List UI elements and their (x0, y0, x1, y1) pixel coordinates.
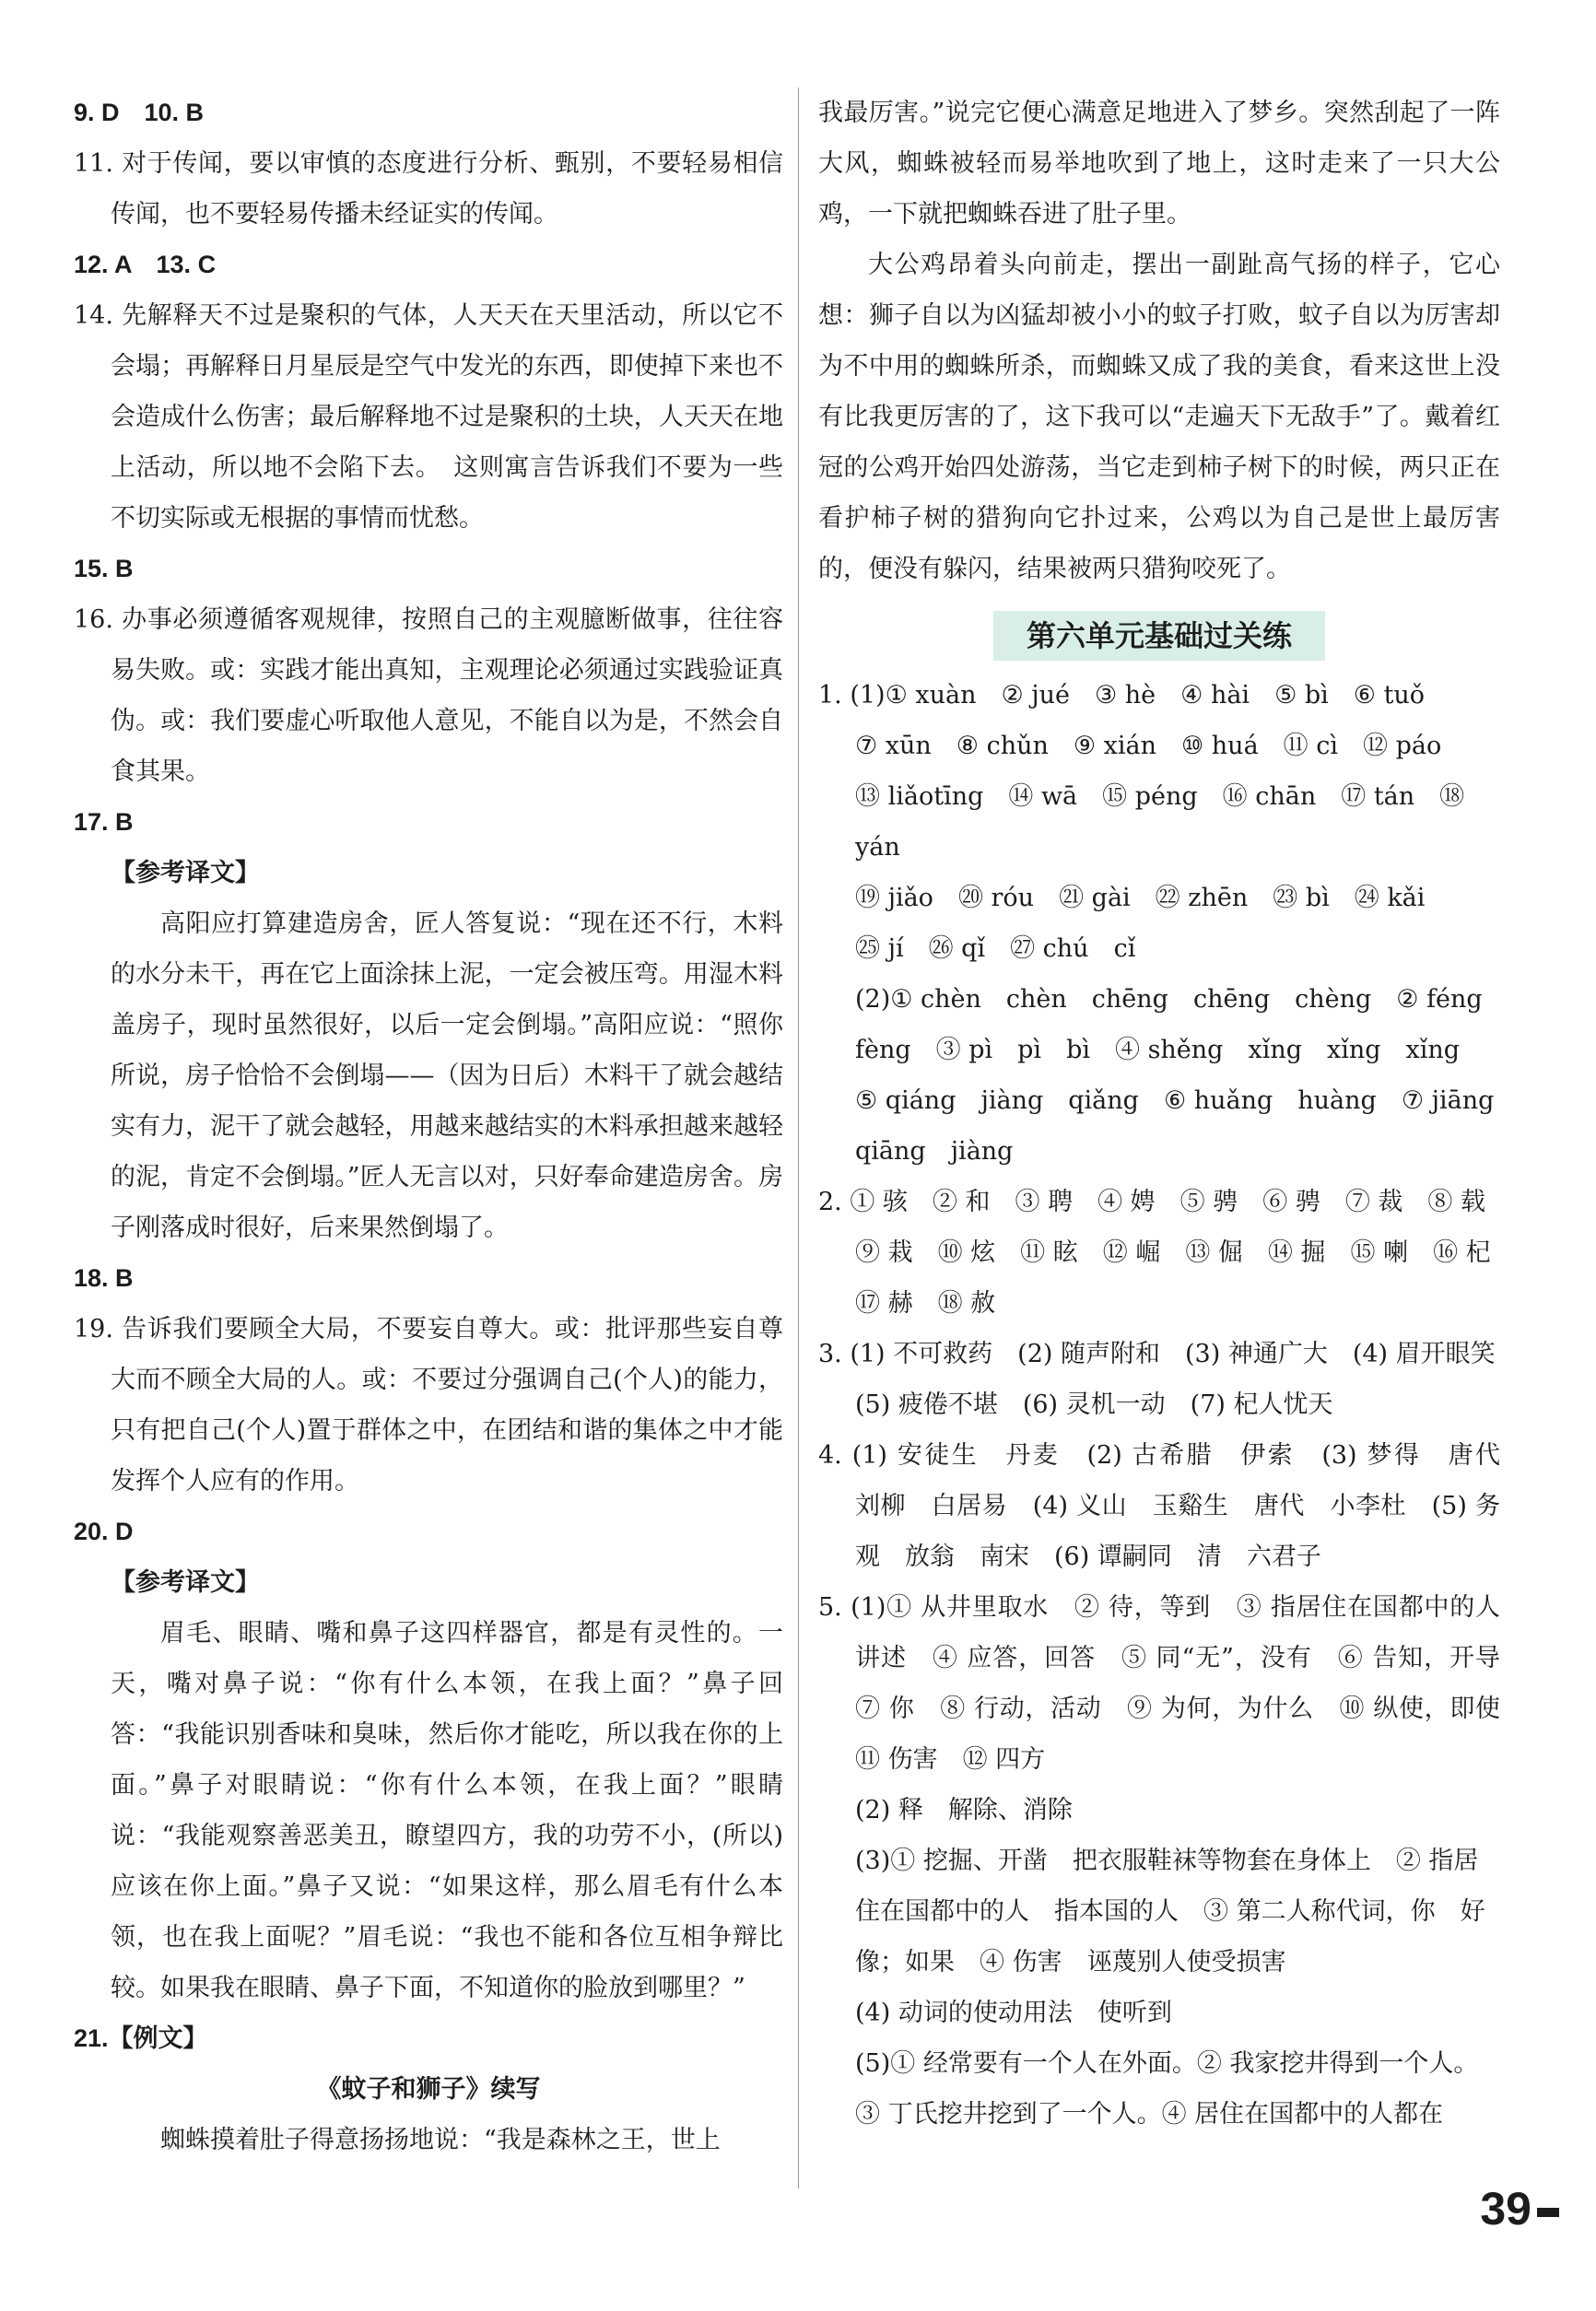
answer-14: 14. 先解释天不过是聚积的气体，人天天在天里活动，所以它不会塌；再解释日月星辰是空气中发光的东西，即使掉下来也不会造成什么伤害；最后解释地不过是聚积的土块，人天天在地上活动，所以地不会陷下去。 这则寓言告诉我们不要为一些不切实际或无根据的事情而忧愁。 (74, 301, 783, 533)
right-column (818, 88, 1525, 2140)
answer-19: 19. 告诉我们要顾全大局，不要妄自尊大。或：批评那些妄自尊大而不顾全大局的人。或：不要过分强调自己(个人)的能力，只有把自己(个人)置于群体之中，在团结和谐的集体之中才能发挥个人应有的作用。 (74, 1315, 783, 1496)
translation-label: 【参考译文】 (111, 859, 260, 887)
answer-1-line: ⑬ liǎotīng ⑭ wā ⑮ péng ⑯ chān ⑰ tán ⑱ yán (855, 782, 1465, 862)
translation-20: 眉毛、眼睛、嘴和鼻子这四样器官，都是有灵性的。一天，嘴对鼻子说：“你有什么本领，在我上面？”鼻子回答：“我能识别香味和臭味，然后你才能吃，所以我在你的上面。”鼻子对眼睛说：“你有什么本领，在我上面？”眼睛说：“我能观察善恶美丑，瞭望四方，我的功劳不小，(所以)应该在你上面。”鼻子又说：“如果这样，那么眉毛有什么本领，也在我上面呢？”眉毛说：“我也不能和各位互相争辩比较。如果我在眼睛、鼻子下面，不知道你的脸放到哪里？” (111, 1619, 783, 2002)
answer-2-line: 2. ① 骇 ② 和 ③ 聘 ④ 娉 ⑤ 骋 ⑥ 骋 ⑦ 裁 ⑧ 载 (818, 1188, 1486, 1216)
answer-2-line: ⑰ 赫 ⑱ 赦 (855, 1289, 996, 1318)
answer-5-part3: (3)① 挖掘、开凿 把衣服鞋袜等物套在身体上 ② 指居住在国都中的人 指本国的人 ③ 第二人称代词，你 好像；如果 ④ 伤害 诬蔑别人使受损害 (855, 1847, 1485, 1977)
answer-5-part2: (2) 释 解除、消除 (855, 1796, 1073, 1824)
answer-1-line: ⑤ qiáng jiàng qiǎng ⑥ huǎng huàng ⑦ jiāng (855, 1086, 1495, 1115)
translation-17: 高阳应打算建造房舍，匠人答复说：“现在还不行，木料的水分未干，再在它上面涂抹上泥，一定会被压弯。用湿木料盖房子，现时虽然很好，以后一定会倒塌。”高阳应说：“照你所说，房子恰恰不会倒塌——（因为日后）木料干了就会越结实有力，泥干了就会越轻，用越来越结实的木料承担越来越轻的泥，肯定不会倒塌。”匠人无言以对，只好奉命建造房舍。房子刚落成时很好，后来果然倒塌了。 (111, 909, 783, 1242)
answer-5-part4: (4) 动词的使动用法 使听到 (855, 1999, 1172, 2027)
answer-5-part5: (5)① 经常要有一个人在外面。② 我家挖井得到一个人。③ 丁氏挖井挖到了一个人。④ 居住在国都中的人都在 (855, 2049, 1479, 2129)
essay-continued: 我最厉害。”说完它便心满意足地进入了梦乡。突然刮起了一阵大风，蜘蛛被轻而易举地吹到了地上，这时走来了一只大公鸡，一下就把蜘蛛吞进了肚子里。 (818, 99, 1500, 229)
answer-1-line: ㉕ jí ㉖ qǐ ㉗ chú cǐ (855, 934, 1136, 963)
answer-17: 17. B (74, 808, 134, 836)
answer-15: 15. B (74, 555, 134, 582)
answer-1-line: ⑦ xūn ⑧ chǔn ⑨ xián ⑩ huá ⑪ cì ⑫ páo (855, 732, 1442, 760)
answer-3-line: 3. (1) 不可救药 (2) 随声附和 (3) 神通广大 (4) 眉开眼笑 (818, 1340, 1496, 1368)
answer-1-line: ⑲ jiǎo ⑳ róu ㉑ gài ㉒ zhēn ㉓ bì ㉔ kǎi (855, 884, 1426, 912)
answer-4: 4. (1) 安徒生 丹麦 (2) 古希腊 伊索 (3) 梦得 唐代 刘柳 白居易 (4) 义山 玉谿生 唐代 小李杜 (5) 务观 放翁 南宋 (6) 谭嗣同 清 六君子 (818, 1441, 1525, 1571)
translation-label: 【参考译文】 (111, 1568, 260, 1597)
column-divider (798, 88, 799, 2188)
essay-paragraph: 蜘蛛摸着肚子得意扬扬地说：“我是森林之王，世上 (160, 2126, 721, 2154)
answer-1-line: (2)① chèn chèn chēng chēng chèng ② féng (855, 985, 1483, 1014)
essay-title: 《蚊子和狮子》续写 (316, 2075, 541, 2104)
answer-16: 16. 办事必须遵循客观规律，按照自己的主观臆断做事，往往容易失败。或：实践才能出真知，主观理论必须通过实践验证真伪。或：我们要虚心听取他人意见，不能自以为是，不然会自食其果。 (74, 605, 783, 786)
left-column (74, 88, 783, 2165)
page-number (1480, 2182, 1559, 2235)
answer-21: 21.【例文】 (74, 2024, 208, 2052)
answer-20: 20. D (74, 1518, 134, 1545)
page-bar-mark (1537, 2208, 1559, 2217)
answer-1-line: qiāng jiàng (855, 1137, 1014, 1166)
essay-paragraph: 大公鸡昂着头向前走，摆出一副趾高气扬的样子，它心想：狮子自以为凶猛却被小小的蚊子打败，蚊子自以为厉害却为不中用的蜘蛛所杀，而蜘蛛又成了我的美食，看来这世上没有比我更厉害的了，这下我可以“走遍天下无敌手”了。戴着红冠的公鸡开始四处游荡，当它走到柿子树下的时候，两只正在看护柿子树的猎狗向它扑过来，公鸡以为自己是世上最厉害的，便没有躲闪，结果被两只猎狗咬死了。 (818, 251, 1500, 583)
answer-9-10: 9. D 10. B (74, 99, 205, 126)
answer-1-line: fèng ③ pì pì bì ④ shěng xǐng xǐng xǐng (855, 1036, 1461, 1064)
answer-2-line: ⑨ 栽 ⑩ 炫 ⑪ 眩 ⑫ 崛 ⑬ 倔 ⑭ 掘 ⑮ 喇 ⑯ 杞 (855, 1238, 1491, 1267)
answer-5-part1: 5. (1)① 从井里取水 ② 待，等到 ③ 指居住在国都中的人 讲述 ④ 应答，回答 ⑤ 同“无”，没有 ⑥ 告知，开导 ⑦ 你 ⑧ 行动，活动 ⑨ 为何，为什么 ⑩ 纵使，即使 ⑪ 伤害 ⑫ 四方 (818, 1593, 1525, 1774)
answer-11: 11. 对于传闻，要以审慎的态度进行分析、甄别，不要轻易相信传闻，也不要轻易传播未经证实的传闻。 (74, 149, 783, 229)
answer-18: 18. B (74, 1264, 134, 1292)
page-number-text: 39 (1480, 2183, 1531, 2235)
section-title: 第六单元基础过关练 (993, 611, 1325, 661)
answer-12-13: 12. A 13. C (74, 251, 217, 278)
answer-1-line: 1. (1)① xuàn ② jué ③ hè ④ hài ⑤ bì ⑥ tuǒ (818, 681, 1426, 710)
answer-3-line: (5) 疲倦不堪 (6) 灵机一动 (7) 杞人忧天 (855, 1390, 1333, 1419)
